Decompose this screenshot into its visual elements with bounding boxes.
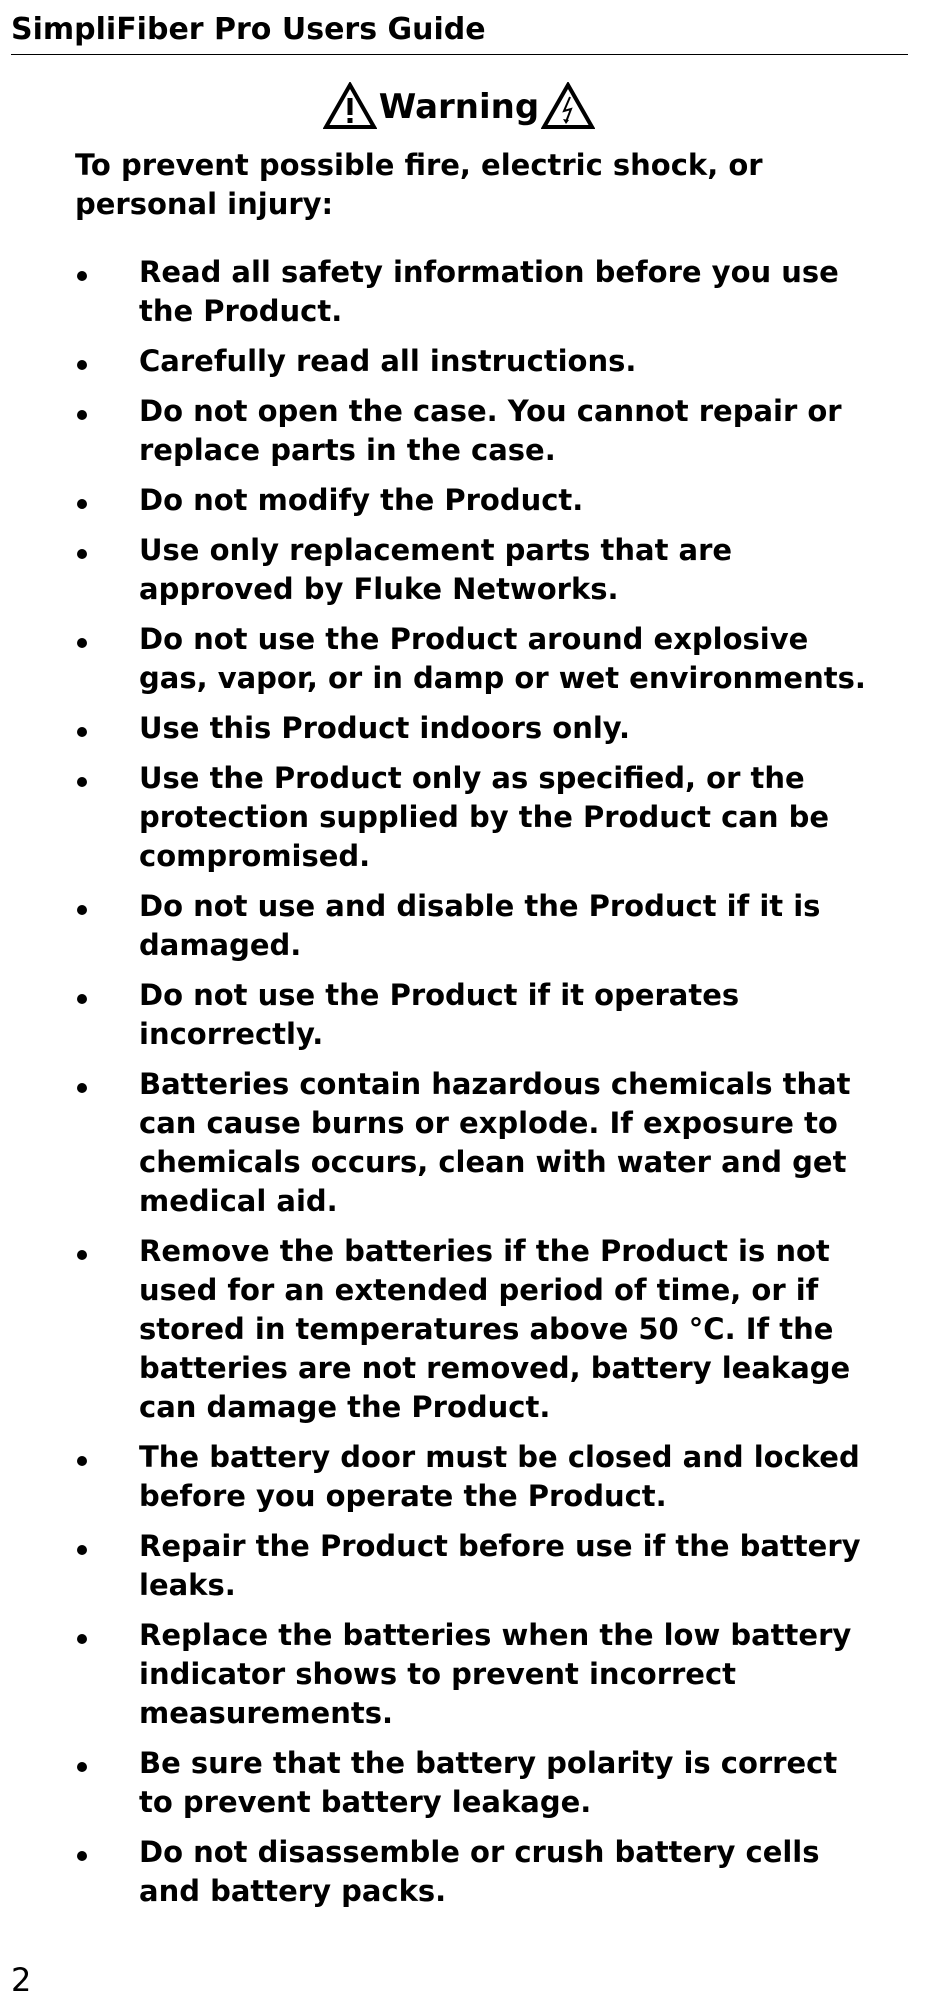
list-item [75, 1616, 875, 1733]
bullet-icon [77, 727, 87, 737]
list-item-text: Carefully read all instructions. [139, 344, 637, 378]
bullet-icon [77, 360, 87, 370]
list-item [75, 1232, 875, 1427]
list-item-text: Use only replacement parts that are approved by Fluke Networks. [139, 533, 733, 606]
list-item-text: Be sure that the battery polarity is correct to prevent battery leakage. [139, 1746, 838, 1819]
list-item [75, 481, 875, 520]
bullet-icon [77, 1250, 87, 1260]
running-header: SimpliFiber Pro Users Guide [11, 12, 486, 47]
list-item-text: Replace the batteries when the low battery indicator shows to prevent incorrect measurements. [139, 1618, 852, 1730]
bullet-icon [77, 777, 87, 787]
list-item-text: Do not modify the Product. [139, 483, 584, 517]
bullet-icon [77, 905, 87, 915]
list-item [75, 342, 875, 381]
bullet-icon [77, 638, 87, 648]
bullet-icon [77, 1762, 87, 1772]
list-item-text: Repair the Product before use if the battery leaks. [139, 1529, 861, 1602]
list-item-text: Do not use the Product around explosive gas, vapor, or in damp or wet environments. [139, 622, 866, 695]
bullet-icon [77, 1083, 87, 1093]
list-item [75, 620, 875, 698]
bullet-icon [77, 1545, 87, 1555]
caution-triangle-icon [323, 82, 377, 130]
list-item-text: Use this Product indoors only. [139, 711, 631, 745]
list-item-text: Do not open the case. You cannot repair or replace parts in the case. [139, 394, 842, 467]
list-item-text: Remove the batteries if the Product is not used for an extended period of time, or if stored in temperatures above 50 °C. If the batteries are not removed, battery leakage can damage the Product. [139, 1234, 851, 1424]
list-item-text: Use the Product only as specified, or the protection supplied by the Product can be compromised. [139, 761, 829, 873]
list-item [75, 1744, 875, 1822]
list-item-text: Read all safety information before you use the Product. [139, 255, 839, 328]
list-item [75, 392, 875, 470]
warning-intro: To prevent possible fire, electric shock, or personal injury: [75, 148, 763, 221]
bullet-icon [77, 1634, 87, 1644]
list-item-text: Do not use the Product if it operates incorrectly. [139, 978, 740, 1051]
bullet-icon [77, 499, 87, 509]
list-item-text: The battery door must be closed and locked before you operate the Product. [139, 1440, 860, 1513]
warning-heading [0, 82, 918, 130]
list-item-text: Batteries contain hazardous chemicals that can cause burns or explode. If exposure to chemicals occurs, clean with water and get medical aid. [139, 1067, 851, 1218]
warning-title: Warning [378, 87, 540, 127]
list-item [75, 1833, 875, 1911]
bullet-icon [77, 994, 87, 1004]
list-item-text: Do not disassemble or crush battery cells and battery packs. [139, 1835, 820, 1908]
bullet-icon [77, 410, 87, 420]
header-rule [11, 54, 908, 55]
warning-list [75, 253, 875, 1922]
list-item [75, 759, 875, 876]
list-item [75, 1527, 875, 1605]
bullet-icon [77, 271, 87, 281]
list-item [75, 531, 875, 609]
list-item [75, 1438, 875, 1516]
bullet-icon [77, 549, 87, 559]
list-item [75, 1065, 875, 1221]
list-item [75, 253, 875, 331]
page-number: 2 [11, 1961, 32, 1999]
electric-hazard-triangle-icon [541, 82, 595, 130]
list-item-text: Do not use and disable the Product if it is damaged. [139, 889, 821, 962]
list-item [75, 976, 875, 1054]
bullet-icon [77, 1456, 87, 1466]
bullet-icon [77, 1851, 87, 1861]
list-item [75, 709, 875, 748]
list-item [75, 887, 875, 965]
